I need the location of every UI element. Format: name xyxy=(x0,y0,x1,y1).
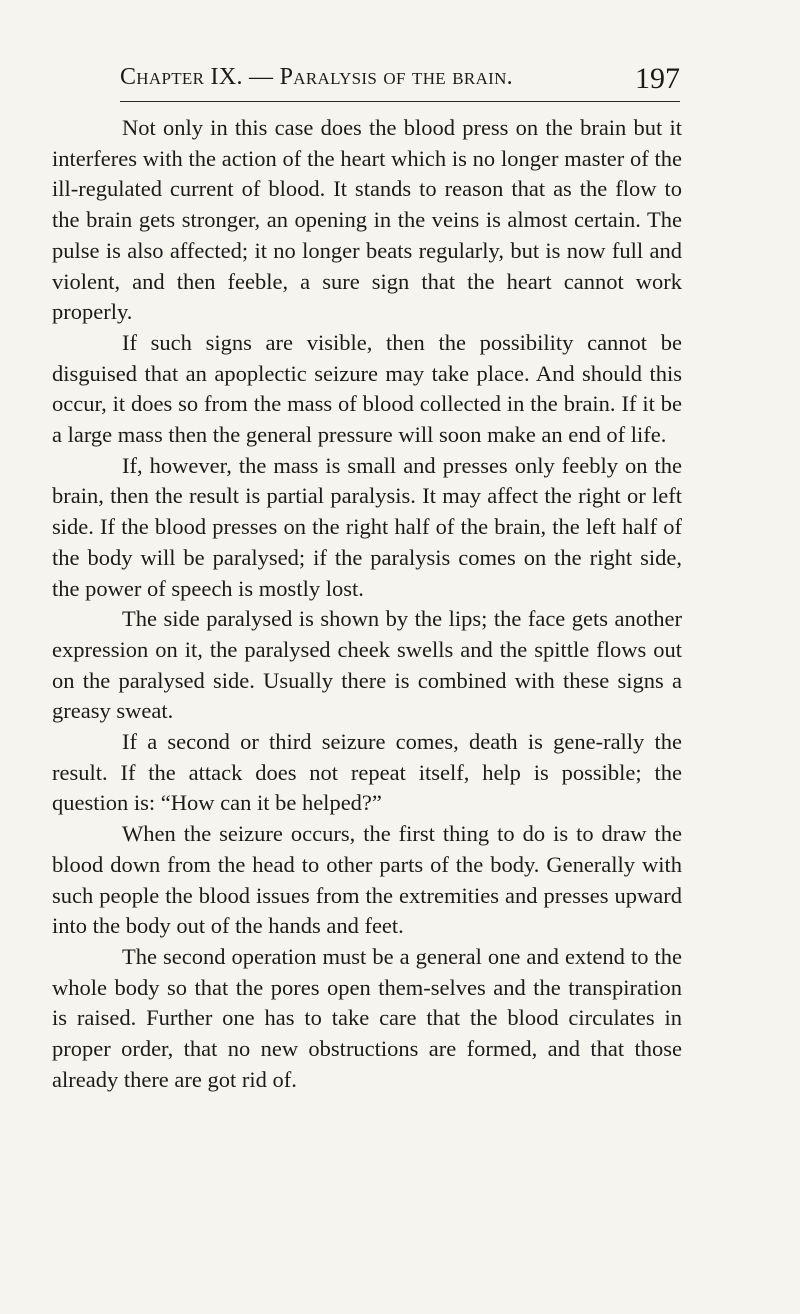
paragraph: The second operation must be a general one and extend to the whole body so that the pores open them-selves and the transpiration is raised. Further one has to take care that the blood circulates in proper order, that no new obstructions are formed, and that those already there are got rid of. xyxy=(52,943,682,1092)
paragraph: If, however, the mass is small and presses only feebly on the brain, then the result is partial paralysis. It may affect the right or left side. If the blood presses on the right half of the brain, the left half of the body will be paralysed; if the paralysis comes on the right side, the power of speech is mostly lost. xyxy=(52,452,682,601)
paragraph: If such signs are visible, then the possibility cannot be disguised that an apoplectic seizure may take place. And should this occur, it does so from the mass of blood collected in the brain. If it be a large mass then the general pressure will soon make an end of life. xyxy=(52,329,682,448)
running-title: Chapter IX. — Paralysis of the brain. xyxy=(120,64,513,90)
paragraph: If a second or third seizure comes, death is gene-rally the result. If the attack does not repeat itself, help is possible; the question is: “How can it be helped?” xyxy=(52,729,682,816)
paragraph: The side paralysed is shown by the lips; the face gets another expression on it, the paralysed cheek swells and the spittle flows out on the paralysed side. Usually there is combined with these signs a greasy sweat. xyxy=(52,606,682,724)
paragraph: Not only in this case does the blood press on the brain but it interferes with the action of the heart which is no longer master of the ill-regulated current of blood. It stands to reason that as the flow to the brain gets stronger, an opening in the veins is almost certain. The pulse is also affected; it no longer beats regularly, but is now full and violent, and then feeble, a sure sign that the heart cannot work properly. xyxy=(52,115,682,325)
running-head xyxy=(120,62,680,98)
page-number: 197 xyxy=(635,62,680,95)
header-rule xyxy=(120,101,680,102)
body-text xyxy=(52,113,682,1096)
paragraph: When the seizure occurs, the first thing to do is to draw the blood down from the head to other parts of the body. Generally with such people the blood issues from the extremities and presses upward into the body out of the hands and feet. xyxy=(52,821,682,939)
